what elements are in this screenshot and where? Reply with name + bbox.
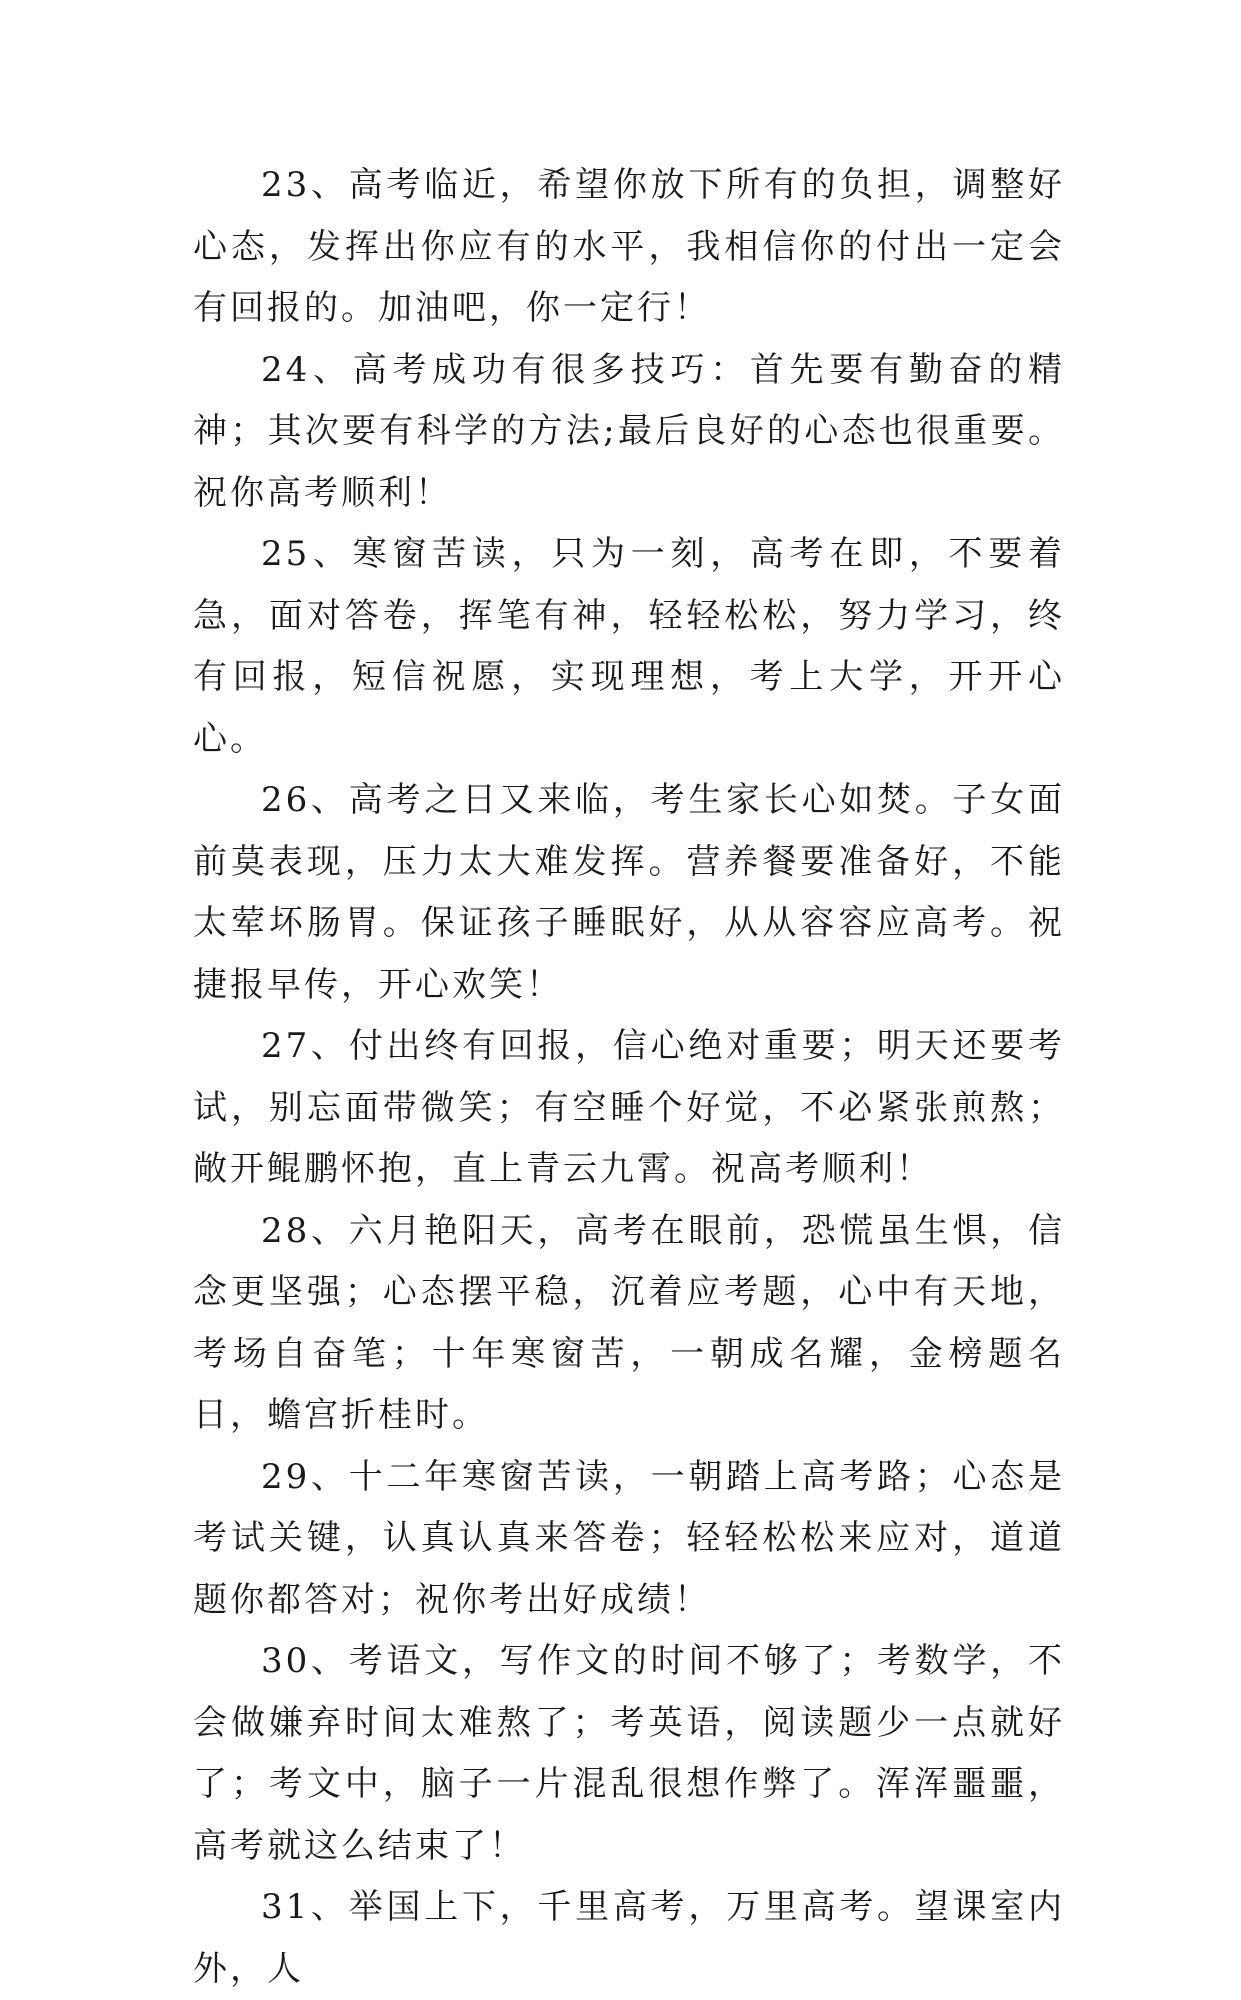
- paragraph-29: 29、十二年寒窗苦读，一朝踏上高考路；心态是考试关键，认真认真来答卷；轻轻松松来应对，道道题你都答对；祝你考出好成绩！: [193, 1456, 1065, 1620]
- paragraph-30: 30、考语文，写作文的时间不够了；考数学，不会做嫌弃时间太难熬了；考英语，阅读题少一点就好了；考文中，脑子一片混乱很想作弊了。浑浑噩噩，高考就这么结束了！: [193, 1641, 1065, 1866]
- document-body: [193, 155, 1065, 2000]
- paragraph-27: 27、付出终有回报，信心绝对重要；明天还要考试，别忘面带微笑；有空睡个好觉，不必紧张煎熬；敞开鲲鹏怀抱，直上青云九霄。祝高考顺利！: [193, 1026, 1065, 1189]
- paragraph-24: 24、高考成功有很多技巧：首先要有勤奋的精神；其次要有科学的方法;最后良好的心态也很重要。祝你高考顺利！: [193, 349, 1065, 513]
- paragraph-25: 25、寒窗苦读，只为一刻，高考在即，不要着急，面对答卷，挥笔有神，轻轻松松，努力学习，终有回报，短信祝愿，实现理想，考上大学，开开心心。: [193, 534, 1065, 759]
- paragraph-23: 23、高考临近，希望你放下所有的负担，调整好心态，发挥出你应有的水平，我相信你的付出一定会有回报的。加油吧，你一定行！: [193, 165, 1065, 328]
- paragraph-26: 26、高考之日又来临，考生家长心如焚。子女面前莫表现，压力太大难发挥。营养餐要准备好，不能太荤坏肠胃。保证孩子睡眠好，从从容容应高考。祝捷报早传，开心欢笑！: [193, 780, 1065, 1005]
- paragraph-31: 31、举国上下，千里高考，万里高考。望课室内外，人: [193, 1887, 1065, 1989]
- paragraph-28: 28、六月艳阳天，高考在眼前，恐慌虽生惧，信念更坚强；心态摆平稳，沉着应考题，心中有天地，考场自奋笔；十年寒窗苦，一朝成名耀，金榜题名日，蟾宫折桂时。: [193, 1210, 1065, 1435]
